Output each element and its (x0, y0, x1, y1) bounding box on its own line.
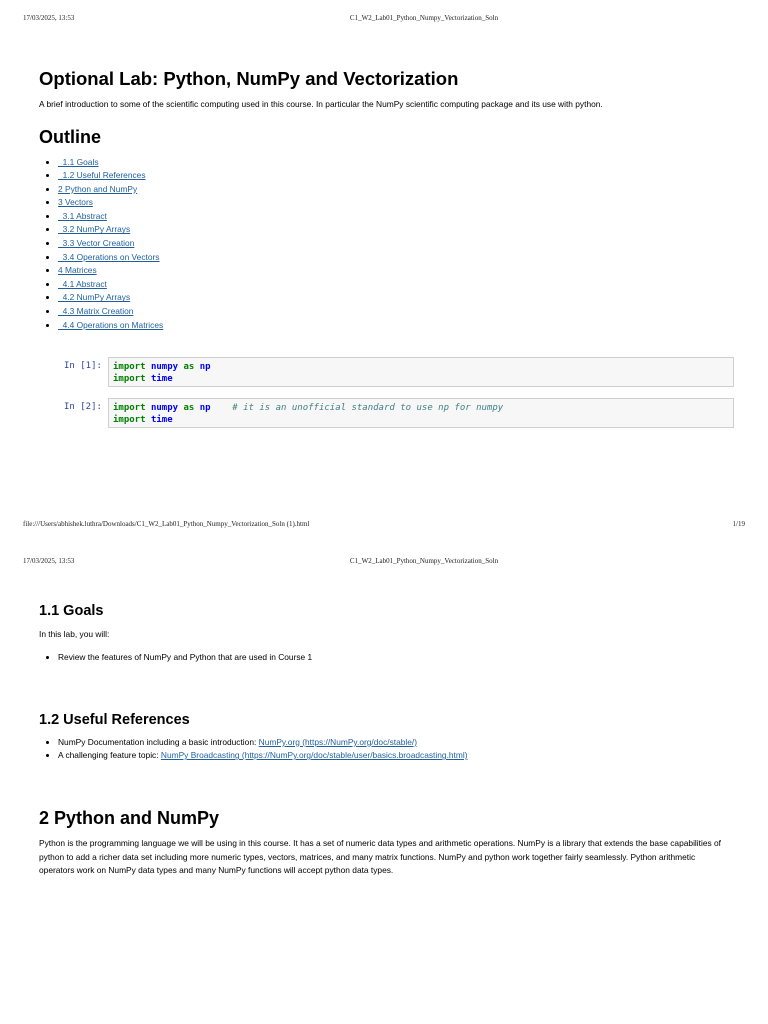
outline-item (58, 210, 729, 224)
goals-heading: 1.1 Goals (39, 603, 104, 619)
outline-item (58, 237, 729, 251)
page1-content (39, 68, 729, 332)
outline-link-vector-arrays[interactable]: 3.2 NumPy Arrays (58, 224, 131, 235)
code-module: time (150, 374, 173, 384)
code-module: numpy (150, 362, 179, 372)
outline-link-matrix-arrays[interactable]: 4.2 NumPy Arrays (58, 292, 131, 303)
outline-link-references[interactable]: 1.2 Useful References (58, 170, 146, 181)
outline-list (39, 156, 729, 333)
outline-item (58, 278, 729, 292)
references-list (39, 736, 729, 763)
page2-content (39, 603, 729, 878)
outline-item (58, 223, 729, 237)
outline-link-matrix-abstract[interactable]: 4.1 Abstract (58, 278, 107, 289)
code-keyword: import (113, 374, 146, 384)
outline-link-vector-creation[interactable]: 3.3 Vector Creation (58, 238, 135, 249)
goals-intro: In this lab, you will: (39, 629, 110, 639)
numpy-docs-link[interactable]: NumPy.org (https://NumPy.org/doc/stable/) (258, 736, 418, 747)
outline-item (58, 169, 729, 183)
code-keyword: import (113, 415, 146, 425)
code-keyword: as (183, 403, 195, 413)
code-alias: np (199, 403, 211, 413)
reference-item (58, 736, 729, 749)
outline-link-matrix-creation[interactable]: 4.3 Matrix Creation (58, 306, 134, 317)
numpy-broadcasting-link[interactable]: NumPy Broadcasting (https://NumPy.org/doc/stable/user/basics.broadcasting.html) (160, 750, 468, 761)
outline-link-python-numpy[interactable]: 2 Python and NumPy (58, 183, 138, 194)
code-keyword: as (183, 362, 195, 372)
code-keyword: import (113, 403, 146, 413)
code-editor[interactable] (108, 398, 734, 428)
outline-item (58, 305, 729, 319)
cell-prompt: In [2]: (64, 402, 102, 412)
code-module: time (150, 415, 173, 425)
reference-label: NumPy Documentation including a basic introduction: (58, 736, 259, 747)
outline-item (58, 264, 729, 278)
outline-item (58, 196, 729, 210)
outline-link-goals[interactable]: 1.1 Goals (58, 156, 99, 167)
code-comment: # it is an unofficial standard to use np for numpy (232, 403, 504, 413)
outline-link-vectors[interactable]: 3 Vectors (58, 197, 93, 208)
goals-list (39, 651, 729, 664)
python-numpy-text: Python is the programming language we will be using in this course. It has a set of numeric data types and arithmetic operations. NumPy is a library that extends the base capabilities of python to add a richer data set including more numeric types, vectors, matrices, and many matrix functions. NumPy and python work together fairly seamlessly. Python arithmetic operators work on NumPy data types and many NumPy functions will accept python data types. (39, 838, 721, 876)
outline-item (58, 183, 729, 197)
code-alias: np (199, 362, 211, 372)
reference-label: A challenging feature topic: (58, 750, 161, 761)
header-doc-title: C1_W2_Lab01_Python_Numpy_Vectorization_Soln (349, 557, 499, 565)
outline-item (58, 319, 729, 333)
header-datetime: 17/03/2025, 13:53 (23, 557, 75, 565)
outline-link-vector-operations[interactable]: 3.4 Operations on Vectors (58, 251, 160, 262)
footer-page-number: 1/19 (732, 520, 745, 528)
code-cell-1 (64, 357, 734, 387)
code-cell-2 (64, 398, 734, 428)
outline-heading: Outline (39, 126, 101, 147)
references-heading: 1.2 Useful References (39, 711, 190, 728)
page-title: Optional Lab: Python, NumPy and Vectorization (39, 68, 459, 89)
outline-link-matrix-operations[interactable]: 4.4 Operations on Matrices (58, 319, 164, 330)
python-numpy-heading: 2 Python and NumPy (39, 808, 220, 829)
outline-item (58, 251, 729, 265)
footer-file-path: file:///Users/abhishek.luthra/Downloads/C1_W2_Lab01_Python_Numpy_Vectorization_Soln (1).html (23, 520, 310, 528)
code-module: numpy (150, 403, 179, 413)
goals-item: • Review the features of NumPy and Python that are used in Course 1 (58, 651, 729, 664)
header-datetime: 17/03/2025, 13:53 (23, 14, 75, 22)
cell-prompt: In [1]: (64, 361, 102, 371)
outline-item (58, 156, 729, 170)
outline-item (58, 291, 729, 305)
reference-item (58, 749, 729, 762)
outline-link-matrices[interactable]: 4 Matrices (58, 265, 97, 276)
outline-link-vector-abstract[interactable]: 3.1 Abstract (58, 210, 107, 221)
code-keyword: import (113, 362, 146, 372)
code-editor[interactable] (108, 357, 734, 387)
header-doc-title: C1_W2_Lab01_Python_Numpy_Vectorization_Soln (349, 14, 499, 22)
intro-text: A brief introduction to some of the scientific computing used in this course. In particular the NumPy scientific computing package and its use with python. (39, 99, 603, 109)
